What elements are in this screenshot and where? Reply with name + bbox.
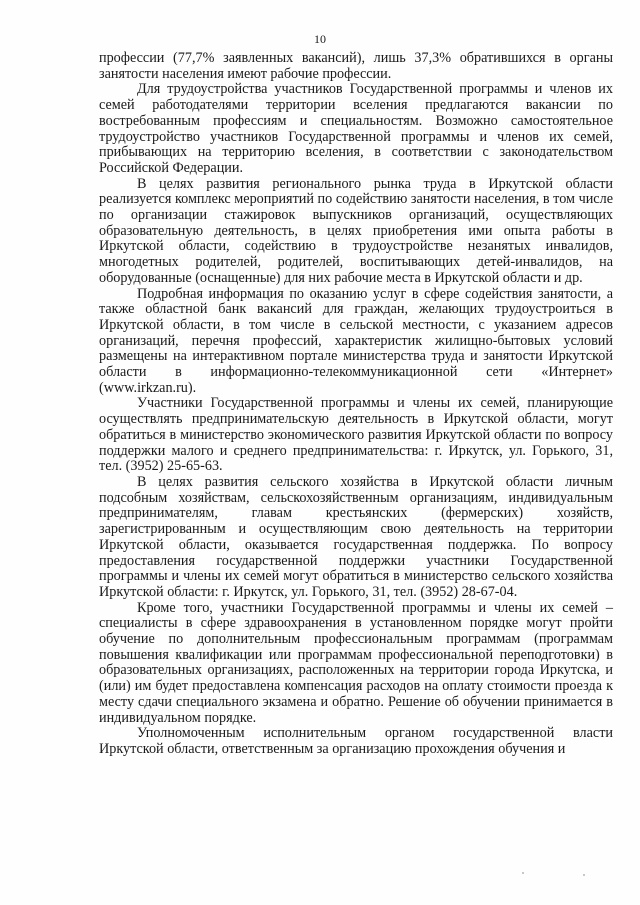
paragraph-healthcare: Кроме того, участники Государственной программы и члены их семей – специалисты в сфере здравоохранения в установленном порядке могут пройти обучение по дополнительным профессиональным программам (программам повышения квалификации или программам профессиональной переподготовки) в образовательных организациях, расположенных на территории города Иркутска, и (или) им будет предоставлена компенсация расходов на оплату стоимости проезда к месту сдачи специального экзамена и обратно. Решение об обучении принимается в индивидуальном порядке. bbox=[99, 599, 613, 726]
paragraph-authority: Уполномоченным исполнительным органом государственной власти Иркутской области, ответственным за организацию прохождения обучения и bbox=[99, 725, 613, 757]
paragraph-agriculture: В целях развития сельского хозяйства в Иркутской области личным подсобным хозяйствам, сельскохозяйственным организациям, индивидуальным предпринимателям, главам крестьянских (фермерских) хозяйств, зарегистрированным и осуществляющим свою деятельность на территории Иркутской области, оказывается государственная поддержка. По вопросу предоставления государственной поддержки участники Государственной программы и члены их семей могут обратиться в министерство сельского хозяйства Иркутской области: г. Иркутск, ул. Горького, 31, тел. (3952) 28-67-04. bbox=[99, 473, 613, 600]
paragraph-employment: Для трудоустройства участников Государственной программы и членов их семей работодателями территории вселения предлагаются вакансии по востребованным профессиям и специальностям. Возможно самостоятельное трудоустройство участников Государственной программы и членов их семей, прибывающих на территорию вселения, в соответствии с законодательством Российской Федерации. bbox=[99, 81, 613, 176]
paragraph-continuation: профессии (77,7% заявленных вакансий), лишь 37,3% обратившихся в органы занятости населения имеют рабочие профессии. bbox=[99, 50, 613, 82]
paragraph-vacancy-info: Подробная информация по оказанию услуг в сфере содействия занятости, а также областной банк вакансий для граждан, желающих трудоустроиться в Иркутской области, в том числе в сельской местности, с указанием адресов организаций, перечня профессий, характеристик жилищно-бытовых условий размещены на интерактивном портале министерства труда и занятости Иркутской области в информационно-телекоммуникационной сети «Интернет» (www.irkzan.ru). bbox=[99, 285, 613, 396]
scan-speck bbox=[522, 872, 524, 874]
paragraph-labor-market: В целях развития регионального рынка труда в Иркутской области реализуется комплекс мероприятий по содействию занятости населения, в том числе по организации стажировок выпускников организаций, осуществляющих образовательную деятельность, в целях приобретения ими опыта работы в Иркутской области, содействию в трудоустройстве незанятых инвалидов, многодетных родителей, родителей, воспитывающих детей-инвалидов, на оборудованные (оснащенные) для них рабочие места в Иркутской области и др. bbox=[99, 175, 613, 286]
page-number: 10 bbox=[314, 32, 326, 46]
scan-speck bbox=[583, 874, 585, 876]
paragraph-entrepreneurship: Участники Государственной программы и члены их семей, планирующие осуществлять предпринимательскую деятельность в Иркутской области, могут обратиться в министерство экономического развития Иркутской области по вопросу поддержки малого и среднего предпринимательства: г. Иркутск, ул. Горького, 31, тел. (3952) 25-65-63. bbox=[99, 395, 613, 475]
body-text bbox=[99, 51, 613, 758]
